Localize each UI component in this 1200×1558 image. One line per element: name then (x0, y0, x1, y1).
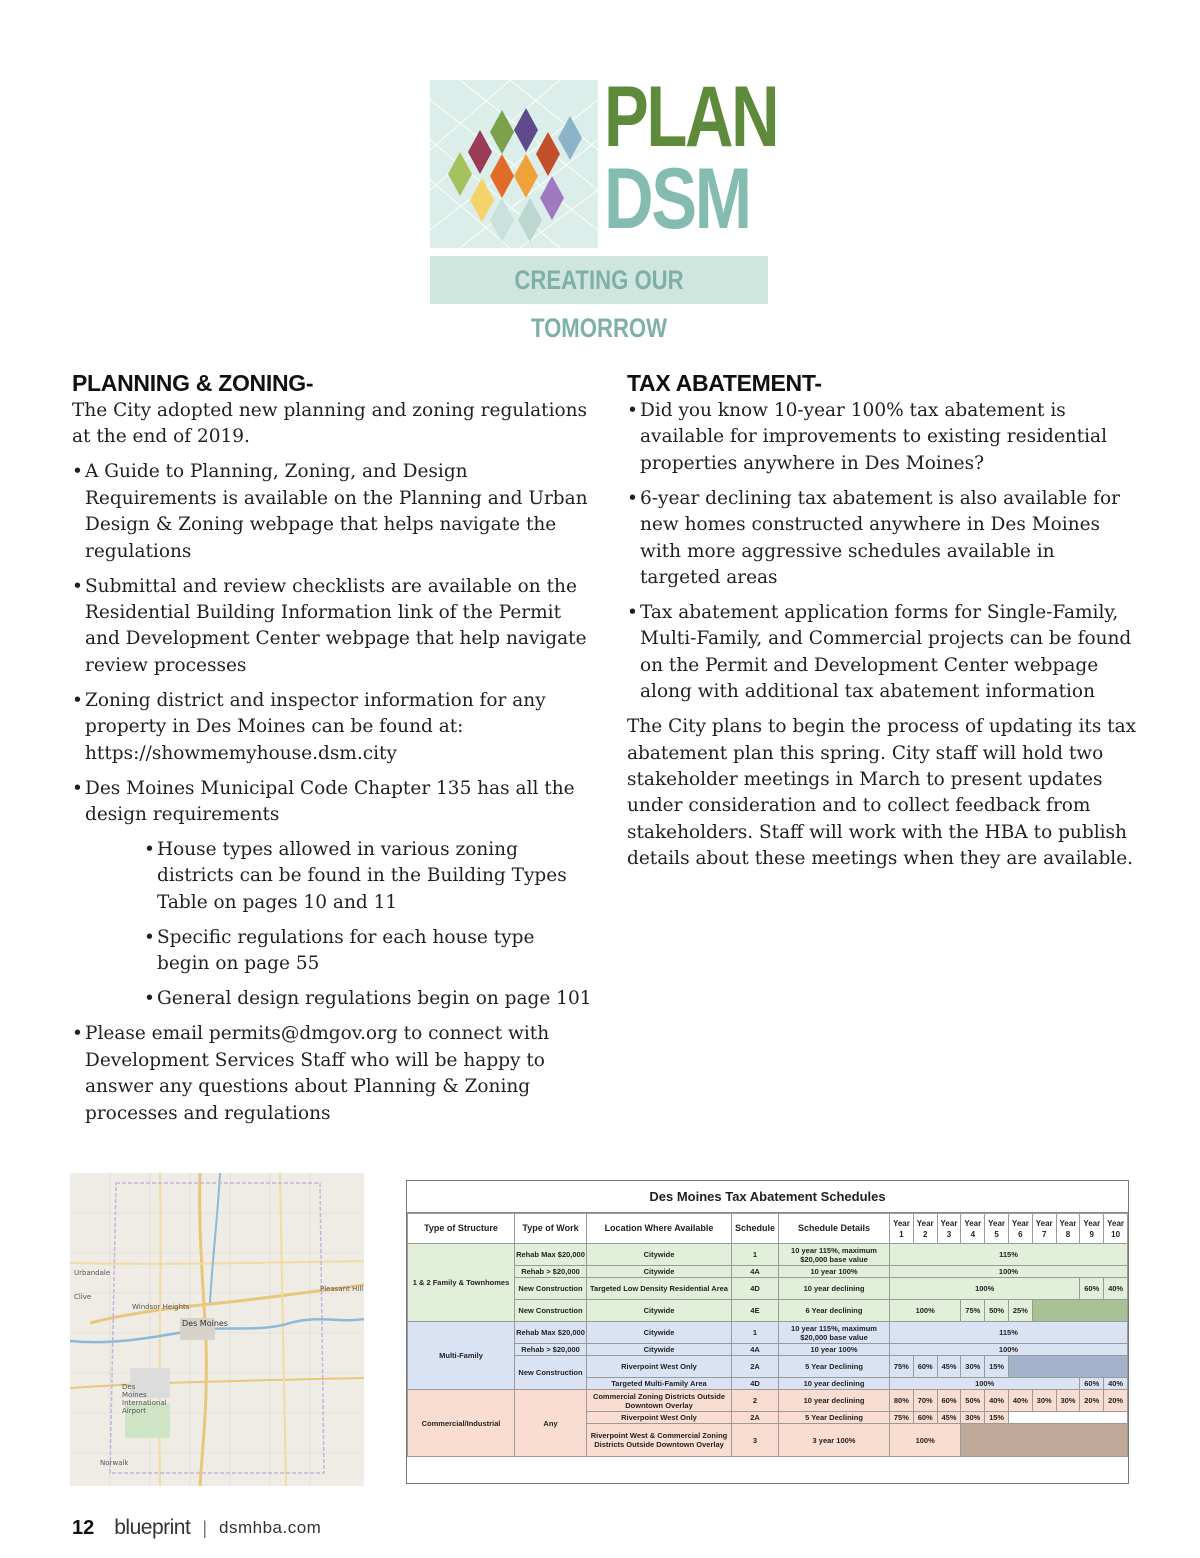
header-year: Year 9 (1080, 1214, 1104, 1244)
map-label-windsor: Windsor Heights (132, 1303, 190, 1311)
cell-schedule: 2A (732, 1356, 779, 1378)
cell-work: Rehab Max $20,000 (515, 1322, 587, 1344)
planning-bullet: • A Guide to Planning, Zoning, and Design Requirements is available on the Planning and Urban Design & Zoning webpage that helps navigate the regulations (72, 459, 592, 565)
cell-location: Commercial Zoning Districts Outside Downtown Overlay (587, 1390, 732, 1412)
table-row (408, 1344, 1128, 1356)
table-row (408, 1390, 1128, 1412)
logo-plan-text: PLAN (604, 69, 778, 165)
cell-location: Riverpoint West Only (587, 1412, 732, 1424)
plan-dsm-logo (430, 69, 778, 343)
cell-value: 115% (890, 1244, 1128, 1266)
cell-schedule: 4A (732, 1266, 779, 1278)
header-location: Location Where Available (587, 1214, 732, 1244)
cell-location: Citywide (587, 1244, 732, 1266)
cell-location: Riverpoint West Only (587, 1356, 732, 1378)
cell-year: 40% (985, 1390, 1009, 1412)
header-year: Year 6 (1008, 1214, 1032, 1244)
planning-intro: The City adopted new planning and zoning regulations at the end of 2019. (72, 400, 588, 448)
cell-empty (961, 1424, 1128, 1457)
page-number: 12 (72, 1516, 95, 1539)
cell-location: Riverpoint West & Commercial Zoning Districts Outside Downtown Overlay (587, 1424, 732, 1457)
cell-value: 100% (890, 1344, 1128, 1356)
planning-email-bullet: • Please email permits@dmgov.org to connect with Development Services Staff who will be happy to answer any questions about Planning & Zoning processes and regulations (72, 1021, 592, 1127)
cell-year: 60% (913, 1356, 937, 1378)
header-schedule: Schedule (732, 1214, 779, 1244)
tax-bullet: • Tax abatement application forms for Single-Family, Multi-Family, and Commercial projects can be found on the Permit and Development Center webpage along with additional tax abatement information (627, 600, 1137, 706)
cell-schedule: 4D (732, 1278, 779, 1300)
cell-schedule: 4D (732, 1378, 779, 1390)
header-work: Type of Work (515, 1214, 587, 1244)
header-year: Year 10 (1104, 1214, 1128, 1244)
header-year: Year 2 (913, 1214, 937, 1244)
cell-work: Rehab Max $20,000 (515, 1244, 587, 1266)
cell-value: 100% (890, 1378, 1080, 1390)
header-year: Year 4 (961, 1214, 985, 1244)
logo-tagline (430, 256, 768, 343)
cell-year: 30% (961, 1356, 985, 1378)
cell-details: 10 year declining (779, 1390, 890, 1412)
table-row (408, 1356, 1128, 1378)
header-year: Year 7 (1032, 1214, 1056, 1244)
header-structure: Type of Structure (408, 1214, 515, 1244)
cell-empty (1032, 1300, 1127, 1322)
tax-abatement-section (627, 368, 1137, 873)
cell-year: 45% (937, 1356, 961, 1378)
header-year: Year 5 (985, 1214, 1009, 1244)
tax-bullet: • 6-year declining tax abatement is also available for new homes constructed anywhere in Des Moines with more aggressive schedules available in targeted areas (627, 486, 1137, 592)
cell-year: 60% (913, 1412, 937, 1424)
cell-location: Targeted Low Density Residential Area (587, 1278, 732, 1300)
cell-schedule: 2A (732, 1412, 779, 1424)
table-row (408, 1300, 1128, 1322)
map-label-urbandale: Urbandale (74, 1269, 111, 1277)
cell-year: 40% (1104, 1378, 1128, 1390)
cell-work: New Construction (515, 1356, 587, 1390)
cell-year: 80% (890, 1390, 914, 1412)
group-multi: Multi-Family (408, 1322, 515, 1390)
cell-schedule: 1 (732, 1244, 779, 1266)
planning-bullet: • Zoning district and inspector information for any property in Des Moines can be found at: https://showmemyhouse.dsm.city (72, 688, 592, 767)
page-footer (72, 1514, 321, 1542)
cell-year: 50% (961, 1390, 985, 1412)
map-label-pleasant-hill: Pleasant Hill (320, 1285, 364, 1293)
tax-bullet: • Did you know 10-year 100% tax abatement is available for improvements to existing residential properties anywhere in Des Moines? (627, 398, 1137, 477)
schedule-table (407, 1213, 1128, 1457)
cell-year: 40% (1008, 1390, 1032, 1412)
cell-year: 45% (937, 1412, 961, 1424)
tax-bullets (627, 398, 1137, 706)
cell-details: 10 year declining (779, 1378, 890, 1390)
tax-abatement-table (406, 1180, 1129, 1484)
group-family: 1 & 2 Family & Townhomes (408, 1244, 515, 1322)
cell-location: Citywide (587, 1344, 732, 1356)
map-label-airport: Des Moines International Airport (122, 1383, 167, 1415)
header-details: Schedule Details (779, 1214, 890, 1244)
cell-value: 100% (890, 1266, 1128, 1278)
cell-schedule: 4E (732, 1300, 779, 1322)
cell-location: Citywide (587, 1300, 732, 1322)
cell-details: 10 year 115%, maximum $20,000 base value (779, 1244, 890, 1266)
cell-details: 10 year 115%, maximum $20,000 base value (779, 1322, 890, 1344)
cell-details: 6 Year declining (779, 1300, 890, 1322)
table-title: Des Moines Tax Abatement Schedules (407, 1181, 1128, 1213)
cell-details: 3 year 100% (779, 1424, 890, 1457)
cell-work: New Construction (515, 1278, 587, 1300)
header-year: Year 8 (1056, 1214, 1080, 1244)
cell-details: 5 Year Declining (779, 1356, 890, 1378)
brand-logo: blueprint (114, 1516, 191, 1539)
planning-heading: PLANNING & ZONING- (72, 370, 314, 396)
footer-site-link[interactable]: dsmhba.com (219, 1518, 322, 1537)
cell-empty (1008, 1356, 1127, 1378)
cell-year: 75% (890, 1412, 914, 1424)
planning-sub-bullets (144, 837, 592, 1013)
cell-details: 5 Year Declining (779, 1412, 890, 1424)
cell-empty (1008, 1412, 1127, 1424)
cell-year: 70% (913, 1390, 937, 1412)
cell-value: 115% (890, 1322, 1128, 1344)
cell-year: 60% (1080, 1278, 1104, 1300)
cell-value: 100% (890, 1300, 961, 1322)
map-label-norwalk: Norwalk (100, 1459, 129, 1467)
cell-work: Rehab > $20,000 (515, 1344, 587, 1356)
cell-year: 25% (1008, 1300, 1032, 1322)
planning-sub-bullet: • General design regulations begin on page 101 (144, 986, 592, 1012)
table-header-row (408, 1214, 1128, 1244)
logo-tagline-text: CREATING OUR TOMORROW (514, 265, 684, 343)
tax-closing: The City plans to begin the process of updating its tax abatement plan this spring. City staff will hold two stakeholder meetings in March to present updates under consideration and to collect feedback from stakeholders. Staff will work with the HBA to publish details about these meetings when they are available. (627, 716, 1137, 870)
cell-year: 75% (961, 1300, 985, 1322)
cell-year: 30% (1032, 1390, 1056, 1412)
planning-bullets (72, 459, 592, 828)
cell-schedule: 1 (732, 1322, 779, 1344)
tax-heading: TAX ABATEMENT- (627, 370, 822, 396)
cell-location: Targeted Multi-Family Area (587, 1378, 732, 1390)
cell-year: 20% (1104, 1390, 1128, 1412)
planning-bullet: • Submittal and review checklists are available on the Residential Building Information link of the Permit and Development Center webpage that help navigate review processes (72, 574, 592, 680)
cell-location: Citywide (587, 1322, 732, 1344)
cell-schedule: 4A (732, 1344, 779, 1356)
cell-details: 10 year 100% (779, 1344, 890, 1356)
cell-value: 100% (890, 1278, 1080, 1300)
cell-year: 30% (961, 1412, 985, 1424)
cell-year: 15% (985, 1356, 1009, 1378)
cell-year: 50% (985, 1300, 1009, 1322)
logo-mosaic-icon (430, 80, 598, 248)
cell-year: 30% (1056, 1390, 1080, 1412)
table-row (408, 1322, 1128, 1344)
cell-details: 10 year 100% (779, 1266, 890, 1278)
cell-year: 60% (937, 1390, 961, 1412)
cell-work: Rehab > $20,000 (515, 1266, 587, 1278)
table-row (408, 1278, 1128, 1300)
cell-year: 15% (985, 1412, 1009, 1424)
cell-value: 100% (890, 1424, 961, 1457)
group-commercial: Commercial/Industrial (408, 1390, 515, 1457)
cell-work: Any (515, 1390, 587, 1457)
map-label-city: Des Moines (182, 1319, 228, 1328)
cell-year: 75% (890, 1356, 914, 1378)
planning-zoning-section (72, 368, 592, 1127)
logo-dsm-text: DSM (604, 151, 750, 247)
des-moines-map (70, 1173, 364, 1486)
cell-year: 20% (1080, 1390, 1104, 1412)
planning-sub-bullet: • House types allowed in various zoning districts can be found in the Building Types Table on pages 10 and 11 (144, 837, 592, 916)
cell-schedule: 3 (732, 1424, 779, 1457)
header-year: Year 3 (937, 1214, 961, 1244)
header-year: Year 1 (890, 1214, 914, 1244)
map-label-clive: Clive (74, 1293, 92, 1301)
cell-schedule: 2 (732, 1390, 779, 1412)
planning-last-bullets (72, 1021, 592, 1127)
footer-separator: | (202, 1517, 207, 1538)
planning-bullet: • Des Moines Municipal Code Chapter 135 has all the design requirements (72, 776, 592, 829)
cell-year: 40% (1104, 1278, 1128, 1300)
planning-sub-bullet: • Specific regulations for each house type begin on page 55 (144, 925, 592, 978)
cell-year: 60% (1080, 1378, 1104, 1390)
cell-work: New Construction (515, 1300, 587, 1322)
cell-details: 10 year declining (779, 1278, 890, 1300)
table-row (408, 1244, 1128, 1266)
cell-location: Citywide (587, 1266, 732, 1278)
table-row (408, 1266, 1128, 1278)
